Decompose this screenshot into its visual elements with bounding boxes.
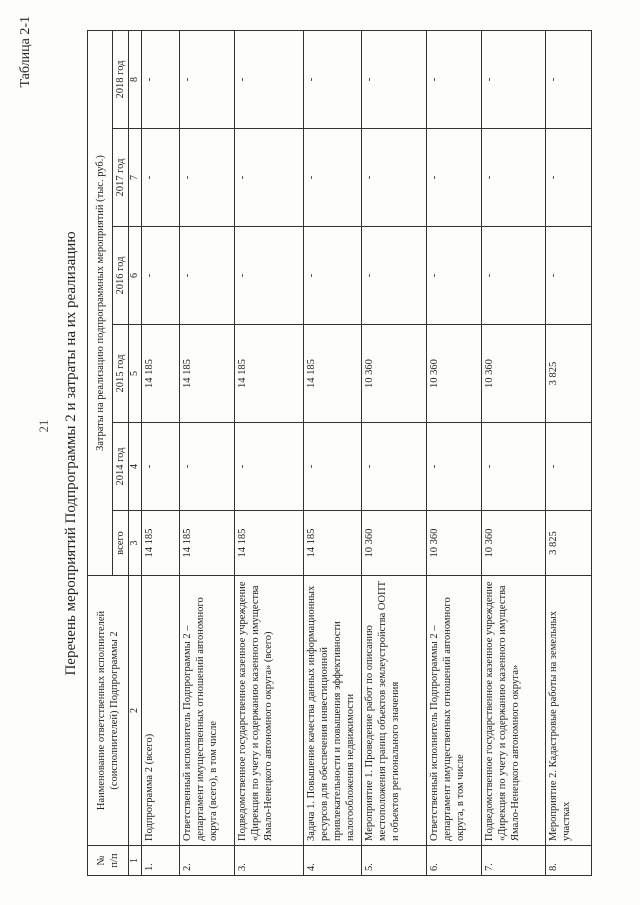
header-total: всего	[113, 511, 129, 576]
row-number: 5.	[362, 846, 427, 876]
row-year-value: -	[546, 30, 592, 128]
row-total-value: 3 825	[546, 511, 592, 576]
row-year-value: 3 825	[546, 325, 592, 423]
header-name: Наименование ответственных исполнителей (соисполнителей) Подпрограммы 2	[88, 576, 129, 846]
row-year-value: 14 185	[303, 325, 362, 423]
row-year-value: -	[141, 227, 179, 325]
row-year-value: 10 360	[481, 325, 546, 423]
header-year-2017: 2017 год	[113, 129, 129, 227]
rotated-page-content	[18, 16, 592, 876]
row-total-value: 14 185	[303, 511, 362, 576]
column-index-row	[129, 30, 142, 875]
row-year-value: -	[362, 30, 427, 128]
row-year-value: -	[180, 423, 235, 511]
row-year-value: -	[141, 129, 179, 227]
row-year-value: 14 185	[141, 325, 179, 423]
row-year-value: -	[481, 227, 546, 325]
row-year-value: -	[426, 423, 481, 511]
table-row	[303, 30, 362, 875]
row-year-value: -	[141, 30, 179, 128]
row-name: Мероприятие 2. Кадастровые работы на земельных участках	[546, 576, 592, 846]
row-name: Подведомственное государственное казенное учреждение «Дирекция по учету и содержанию казенного имущества Ямало-Ненецкого автономного округа» (всего)	[234, 576, 303, 846]
page-number: 21	[36, 419, 51, 433]
row-year-value: -	[303, 227, 362, 325]
row-number: 4.	[303, 846, 362, 876]
row-name: Мероприятие 1. Проведение работ по описанию местоположения границ объектов землеустройства ООПТ и объектов регионального значения	[362, 576, 427, 846]
header-year-2014: 2014 год	[113, 423, 129, 511]
row-year-value: -	[481, 423, 546, 511]
table-number: Таблица 2-1	[18, 16, 33, 88]
row-name: Ответственный исполнитель Подпрограммы 2 – департамент имущественных отношений автономного округа (всего), в том числе	[180, 576, 235, 846]
row-year-value: 10 360	[426, 325, 481, 423]
table-row	[426, 30, 481, 875]
column-index: 6	[129, 227, 142, 325]
row-year-value: -	[141, 423, 179, 511]
column-index: 8	[129, 30, 142, 128]
row-year-value: -	[546, 129, 592, 227]
row-total-value: 10 360	[426, 511, 481, 576]
row-year-value: -	[426, 227, 481, 325]
row-number: 3.	[234, 846, 303, 876]
table-body	[141, 30, 591, 875]
header-costs: Затраты на реализацию подпрограммных мероприятий (тыс. руб.)	[88, 30, 113, 575]
row-year-value: -	[362, 423, 427, 511]
row-number: 7.	[481, 846, 546, 876]
row-year-value: -	[180, 129, 235, 227]
row-year-value: -	[546, 227, 592, 325]
row-year-value: 10 360	[362, 325, 427, 423]
row-year-value: -	[362, 129, 427, 227]
row-year-value: -	[303, 30, 362, 128]
row-year-value: -	[481, 129, 546, 227]
row-total-value: 14 185	[180, 511, 235, 576]
row-number: 8.	[546, 846, 592, 876]
row-name: Ответственный исполнитель Подпрограммы 2 – департамент имущественных отношений автономного округа, в том числе	[426, 576, 481, 846]
row-year-value: -	[481, 30, 546, 128]
header-number: № п/п	[88, 846, 129, 876]
table-row	[481, 30, 546, 875]
column-index: 1	[129, 846, 142, 876]
table-row	[546, 30, 592, 875]
row-year-value: -	[546, 423, 592, 511]
column-index: 3	[129, 511, 142, 576]
row-year-value: -	[303, 129, 362, 227]
column-index: 2	[129, 576, 142, 846]
row-name: Задача 1. Повышение качества данных информационных ресурсов для обеспечения инвестиционной привлекательности и повышения эффективности налогообложения недвижимости	[303, 576, 362, 846]
table-caption: Перечень мероприятий Подпрограммы 2 и затраты на их реализацию	[63, 231, 79, 676]
row-year-value: -	[234, 129, 303, 227]
row-year-value: 14 185	[234, 325, 303, 423]
row-year-value: 14 185	[180, 325, 235, 423]
table-row	[141, 30, 179, 875]
row-name: Подведомственное государственное казенное учреждение «Дирекция по учету и содержанию казенного имущества Ямало-Ненецкого автономного округа»	[481, 576, 546, 846]
row-year-value: -	[234, 423, 303, 511]
row-total-value: 10 360	[481, 511, 546, 576]
row-year-value: -	[180, 227, 235, 325]
row-total-value: 14 185	[141, 511, 179, 576]
row-year-value: -	[180, 30, 235, 128]
header-year-2016: 2016 год	[113, 227, 129, 325]
row-number: 1.	[141, 846, 179, 876]
column-index: 7	[129, 129, 142, 227]
row-number: 2.	[180, 846, 235, 876]
row-year-value: -	[234, 30, 303, 128]
header-year-2015: 2015 год	[113, 325, 129, 423]
row-year-value: -	[426, 30, 481, 128]
table-row	[362, 30, 427, 875]
row-year-value: -	[362, 227, 427, 325]
row-name: Подпрограмма 2 (всего)	[141, 576, 179, 846]
row-number: 6.	[426, 846, 481, 876]
header-year-2018: 2018 год	[113, 30, 129, 128]
row-year-value: -	[303, 423, 362, 511]
table-row	[180, 30, 235, 875]
column-index: 4	[129, 423, 142, 511]
row-year-value: -	[234, 227, 303, 325]
header-row	[88, 30, 113, 875]
row-total-value: 10 360	[362, 511, 427, 576]
column-index: 5	[129, 325, 142, 423]
table-row	[234, 30, 303, 875]
row-year-value: -	[426, 129, 481, 227]
costs-table	[87, 30, 592, 876]
row-total-value: 14 185	[234, 511, 303, 576]
